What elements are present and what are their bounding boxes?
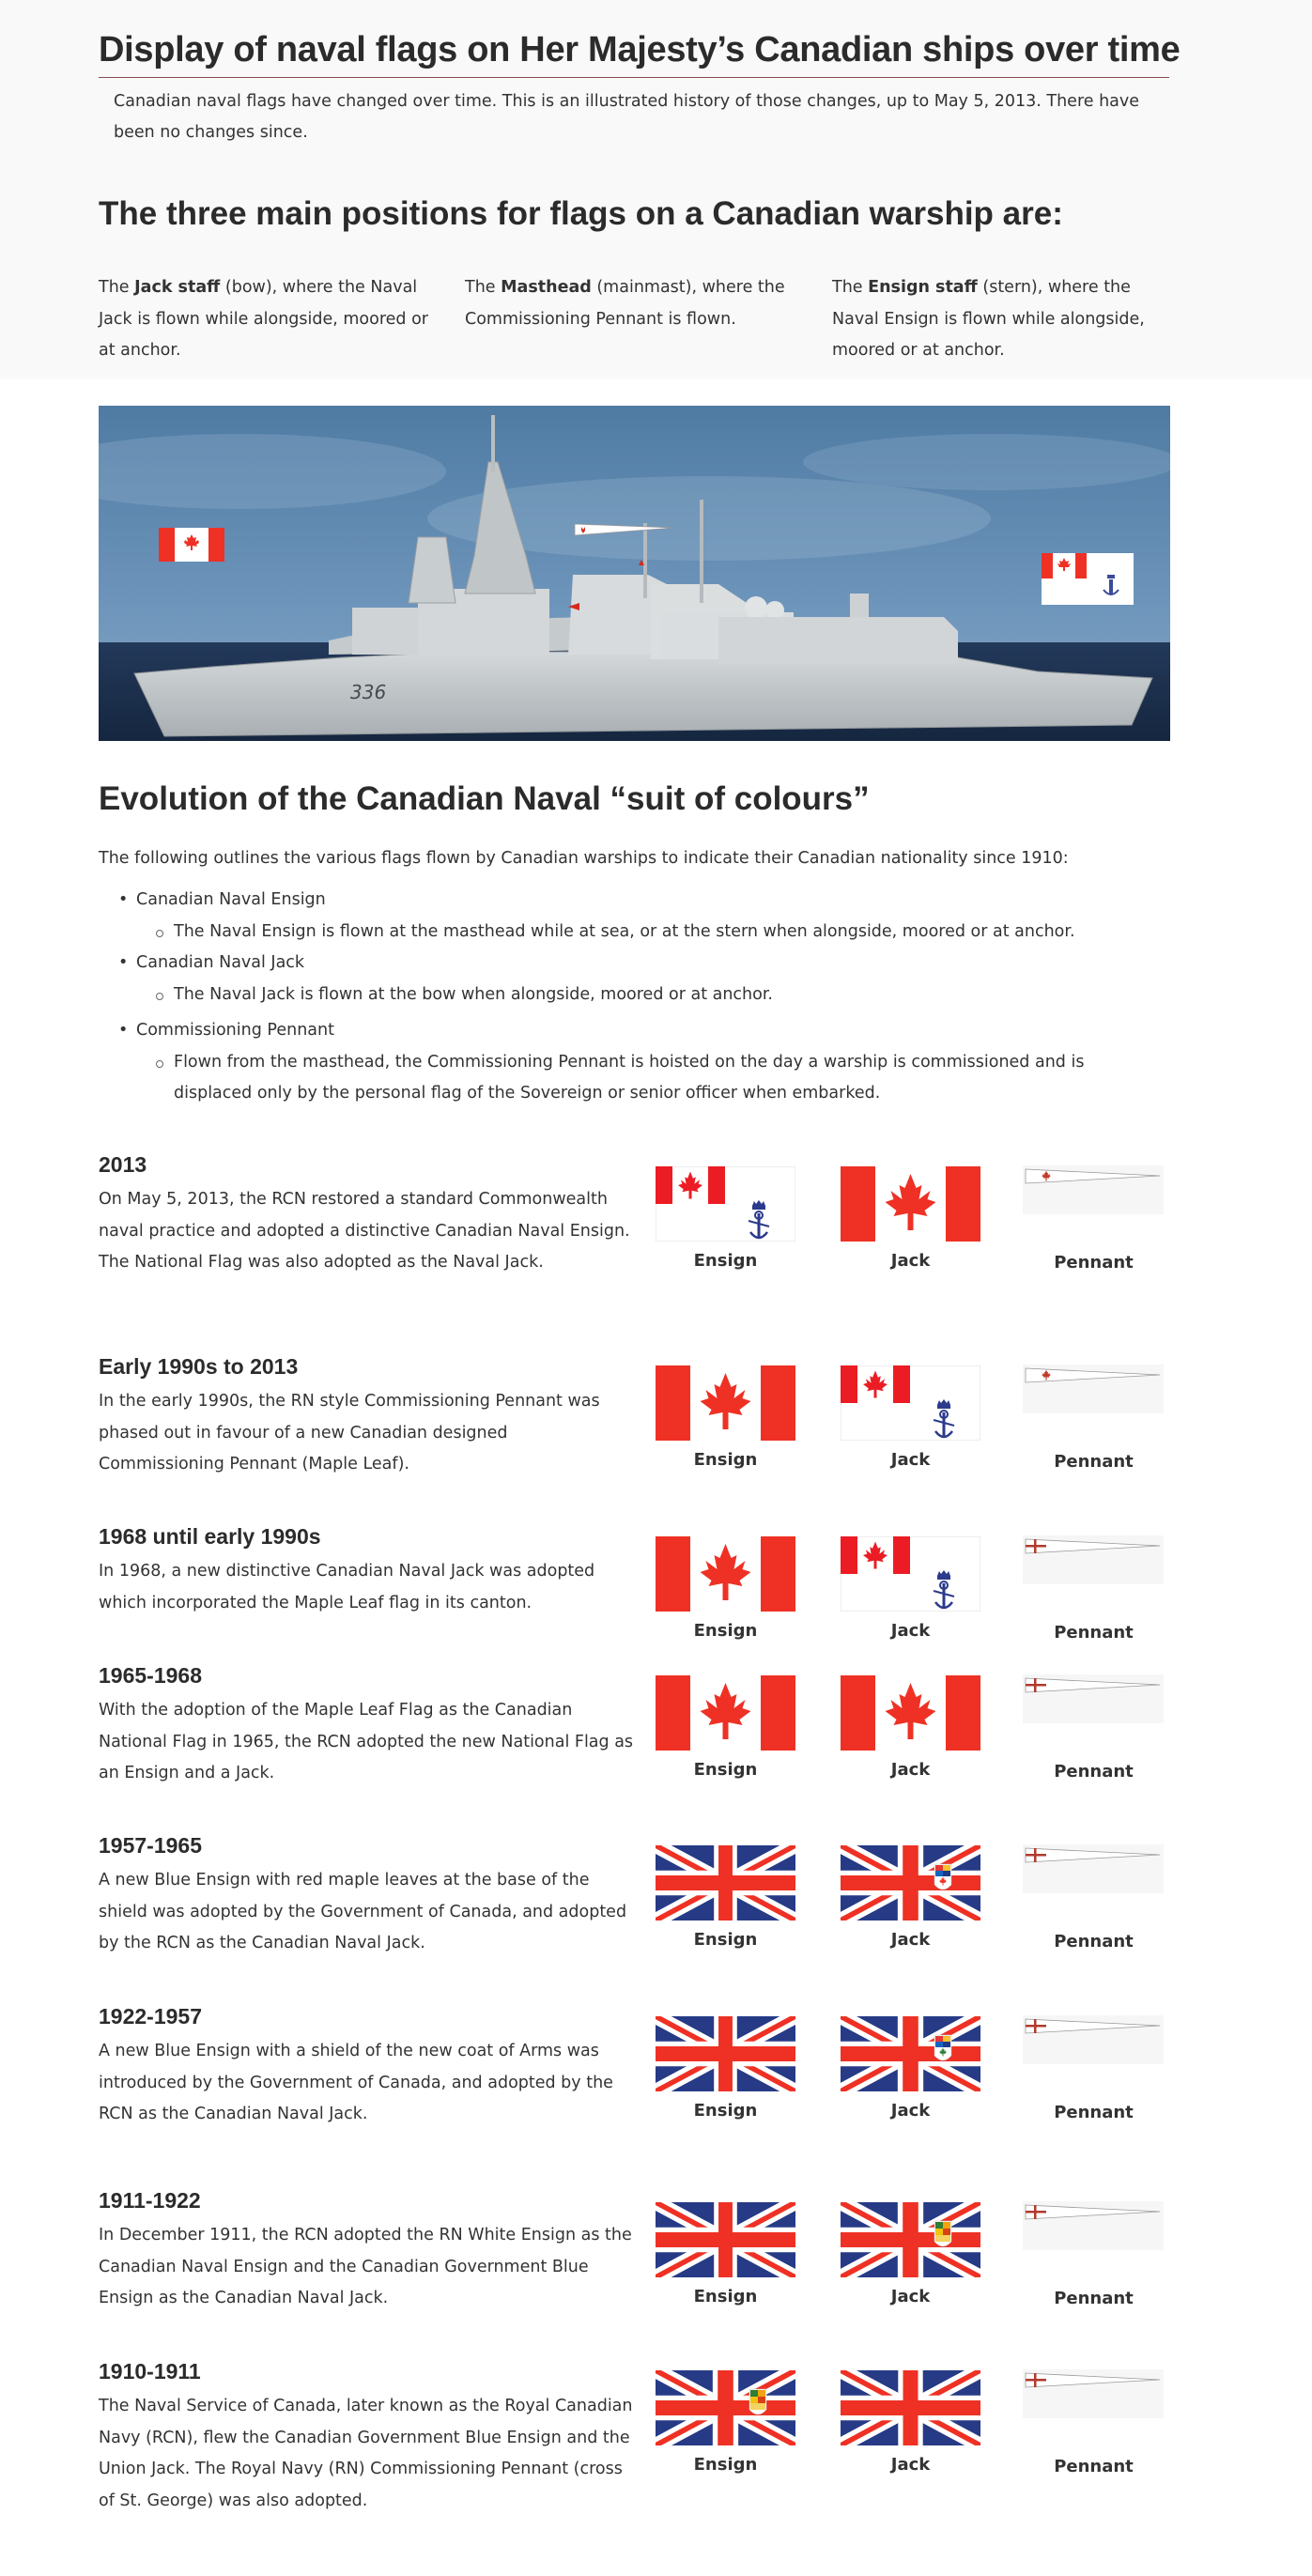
position-ensign-staff [832, 272, 1181, 367]
ensign-flag-image [656, 1365, 795, 1441]
commissioning-pennant-image [1023, 1674, 1164, 1723]
position-prefix: The [465, 278, 502, 297]
era-title: 1965-1968 [99, 1663, 202, 1688]
ensign-label: Ensign [693, 2101, 758, 2121]
pennant-label: Pennant [1054, 2457, 1134, 2476]
jack-label: Jack [890, 2101, 931, 2121]
era-description: The Naval Service of Canada, later known as the Royal Canadian Navy (RCN), flew the Canadian Government Blue Ensign and the Union Jack. The Royal Navy (RN) Commissioning Pennant (cross of St. George) was also adopted. [99, 2397, 633, 2510]
ensign-label: Ensign [693, 2455, 758, 2475]
pennant-label: Pennant [1054, 2103, 1134, 2122]
jack-label: Jack [890, 2455, 931, 2475]
jack-label: Jack [890, 1251, 931, 1271]
era-description: In the early 1990s, the RN style Commissioning Pennant was phased out in favour of a new Canadian designed Commissioning Pennant (Maple Leaf). [99, 1392, 600, 1473]
ensign-label: Ensign [693, 2287, 758, 2306]
era-description: A new Blue Ensign with red maple leaves at the base of the shield was adopted by the Government of Canada, and adopted by the RCN as the Canadian Naval Jack. [99, 1871, 627, 1952]
page-title: Display of naval flags on Her Majesty’s Canadian ships over time [99, 30, 1181, 69]
ensign-flag-image [656, 2016, 795, 2091]
pennant-label: Pennant [1054, 1623, 1134, 1643]
era-title: 1957-1965 [99, 1833, 202, 1858]
flag-type-label: Commissioning Pennant [136, 1021, 334, 1040]
flag-type-detail: The Naval Ensign is flown at the masthead while at sea, or at the stern when alongside, moored or at anchor. [136, 917, 1179, 949]
ensign-label: Ensign [693, 1760, 758, 1780]
position-description: (mainmast), where the Commissioning Pennant is flown. [465, 278, 785, 329]
position-masthead [465, 272, 814, 335]
flag-type-detail: The Naval Jack is flown at the bow when alongside, moored or at anchor. [136, 979, 1179, 1011]
ensign-flag-image [656, 1166, 795, 1242]
era-description: In 1968, a new distinctive Canadian Naval Jack was adopted which incorporated the Maple Leaf flag in its canton. [99, 1562, 595, 1612]
era-title: 1968 until early 1990s [99, 1524, 321, 1549]
era-description: In December 1911, the RCN adopted the RN White Ensign as the Canadian Naval Ensign and the Canadian Government Blue Ensign as the Canadian Naval Jack. [99, 2226, 632, 2307]
flag-type-item [99, 1015, 1179, 1110]
commissioning-pennant-image [1023, 2015, 1164, 2064]
era-title: 2013 [99, 1152, 147, 1177]
jack-flag-image [841, 2370, 980, 2445]
stern-ensign-flag [1042, 553, 1134, 605]
ensign-label: Ensign [693, 1930, 758, 1950]
era-description: On May 5, 2013, the RCN restored a standard Commonwealth naval practice and adopted a distinctive Canadian Naval Ensign. The National Flag was also adopted as the Naval Jack. [99, 1190, 630, 1272]
position-description: (bow), where the Naval Jack is flown while alongside, moored or at anchor. [99, 278, 428, 360]
title-divider [99, 77, 1169, 78]
era-title: 1922-1957 [99, 2004, 202, 2028]
commissioning-pennant-image [1023, 1844, 1164, 1893]
position-description: (stern), where the Naval Ensign is flown while alongside, moored or at anchor. [832, 278, 1145, 360]
jack-label: Jack [890, 1760, 931, 1780]
commissioning-pennant-image [1023, 1535, 1164, 1584]
intro-paragraph: Canadian naval flags have changed over time. This is an illustrated history of those changes, up to May 5, 2013. There have been no changes since. [114, 92, 1140, 142]
ensign-label: Ensign [693, 1621, 758, 1641]
position-jack-staff [99, 272, 448, 367]
jack-flag-image [841, 1536, 980, 1612]
jack-flag-image [841, 1675, 980, 1751]
commissioning-pennant-image [1023, 2369, 1164, 2418]
jack-flag-image [841, 1845, 980, 1920]
ensign-label: Ensign [693, 1251, 758, 1271]
pennant-label: Pennant [1054, 1253, 1134, 1273]
ensign-flag-image [656, 2202, 795, 2277]
jack-flag-image [841, 1365, 980, 1441]
pennant-label: Pennant [1054, 2289, 1134, 2308]
commissioning-pennant-image [1023, 1365, 1164, 1413]
era-title: Early 1990s to 2013 [99, 1354, 299, 1379]
jack-flag-image [841, 2016, 980, 2091]
era-title: 1911-1922 [99, 2188, 201, 2213]
flag-type-item [99, 885, 1179, 948]
hull-number: 336 [350, 681, 387, 703]
jack-label: Jack [890, 2287, 931, 2306]
ensign-label: Ensign [693, 1450, 758, 1470]
jack-label: Jack [890, 1450, 931, 1470]
pennant-label: Pennant [1054, 1762, 1134, 1782]
flag-type-item [99, 948, 1179, 1010]
era-description: A new Blue Ensign with a shield of the new coat of Arms was introduced by the Government of Canada, and adopted by the RCN as the Canadian Naval Jack. [99, 2042, 613, 2123]
flag-type-label: Canadian Naval Ensign [136, 890, 326, 909]
position-name: Jack staff [134, 278, 221, 297]
flag-types-list [99, 885, 1179, 1110]
ensign-flag-image [656, 1536, 795, 1612]
era-title: 1910-1911 [99, 2359, 201, 2383]
era-description: With the adoption of the Maple Leaf Flag as the Canadian National Flag in 1965, the RCN adopted the new National Flag as an Ensign and a Jack. [99, 1701, 634, 1782]
jack-flag-image [841, 2202, 980, 2277]
flag-type-detail: Flown from the masthead, the Commissioning Pennant is hoisted on the day a warship is commissioned and is displaced only by the personal flag of the Sovereign or senior officer when embarked. [136, 1047, 1179, 1110]
ensign-flag-image [656, 2370, 795, 2445]
jack-flag-image [841, 1166, 980, 1242]
bow-jack-flag [159, 528, 224, 562]
jack-label: Jack [890, 1930, 931, 1950]
position-prefix: The [99, 278, 135, 297]
ensign-flag-image [656, 1845, 795, 1920]
warship-illustration [99, 406, 1170, 741]
pennant-label: Pennant [1054, 1452, 1134, 1472]
commissioning-pennant-image [1023, 1165, 1164, 1214]
position-prefix: The [832, 278, 869, 297]
flag-type-label: Canadian Naval Jack [136, 953, 305, 972]
position-name: Masthead [501, 278, 592, 297]
pennant-label: Pennant [1054, 1932, 1134, 1951]
jack-label: Jack [890, 1621, 931, 1641]
warship-photo [99, 406, 1170, 741]
evolution-heading: Evolution of the Canadian Naval “suit of colours” [99, 780, 870, 817]
positions-heading: The three main positions for flags on a Canadian warship are: [99, 195, 1063, 232]
ensign-flag-image [656, 1675, 795, 1751]
evolution-intro: The following outlines the various flags flown by Canadian warships to indicate their Canadian nationality since 1910: [99, 849, 1069, 868]
position-name: Ensign staff [868, 278, 978, 297]
commissioning-pennant-image [1023, 2201, 1164, 2250]
